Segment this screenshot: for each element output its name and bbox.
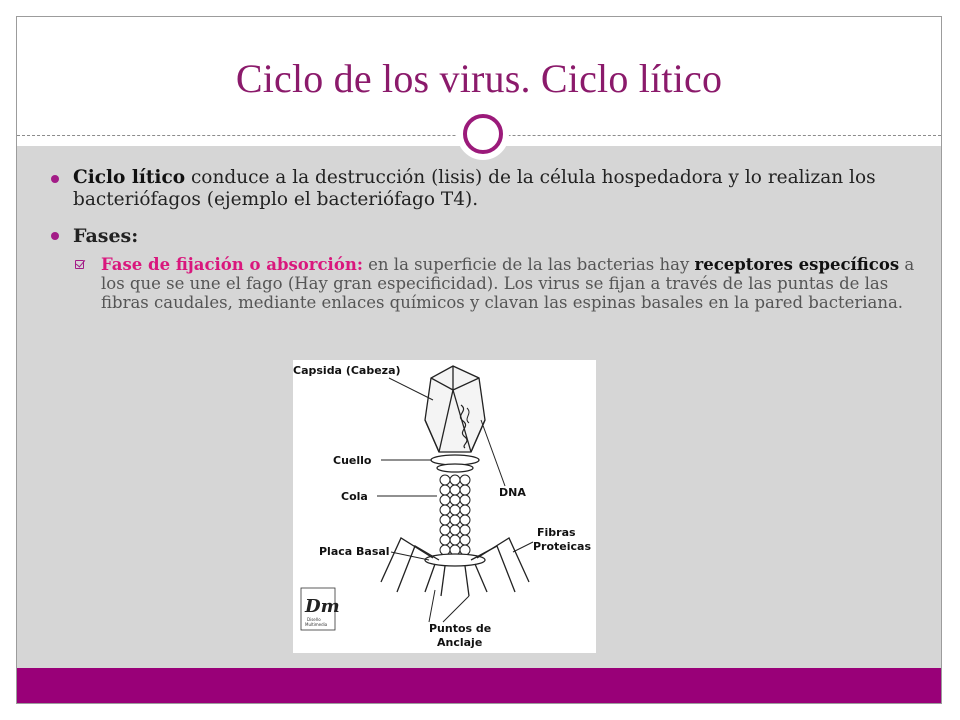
bullet-text: conduce a la destrucción (lisis) de la célula hospedadora y lo realizan los bacteriófagos (ejemplo el bacteriófago T4). bbox=[73, 167, 876, 210]
slide bbox=[16, 16, 942, 704]
sub-bullet-highlight: receptores específicos bbox=[694, 255, 900, 274]
bacteriophage-diagram bbox=[293, 360, 596, 653]
label-placa-basal: Placa Basal bbox=[319, 545, 390, 558]
ring-ornament-icon bbox=[463, 114, 503, 154]
bullet-dot-icon bbox=[51, 175, 59, 183]
bullet-bold-term: Ciclo lítico bbox=[73, 167, 186, 188]
footer-bar bbox=[17, 668, 941, 704]
sub-bullet-fijacion bbox=[73, 255, 917, 312]
sub-bullet-text-b: a los que se une el fago (Hay gran especificidad). Los virus se fijan a través de las puntas de las fibras caudales, mediante enlaces químicos y clavan las espinas basales en la pared bacteriana. bbox=[101, 255, 915, 312]
sub-bullet-text-a: en la superficie de la las bacterias hay bbox=[362, 255, 695, 274]
fases-label: Fases: bbox=[73, 225, 139, 247]
logo-sub-2: Multimedia bbox=[305, 622, 328, 627]
label-dna: DNA bbox=[499, 486, 526, 499]
bullet-ciclo-litico bbox=[47, 167, 917, 211]
label-puntos-1: Puntos de bbox=[429, 622, 492, 635]
bullet-list bbox=[47, 167, 917, 312]
checkbox-bullet-icon bbox=[75, 260, 84, 269]
sub-bullet-heading: Fase de fijación o absorción: bbox=[101, 255, 363, 274]
bacteriophage-illustration bbox=[293, 360, 596, 653]
label-cuello: Cuello bbox=[333, 454, 372, 467]
label-fibras-2: Proteicas bbox=[533, 540, 592, 553]
bullet-dot-icon bbox=[51, 232, 59, 240]
logo-letters: Dm bbox=[305, 596, 340, 617]
label-fibras-1: Fibras bbox=[537, 526, 576, 539]
bullet-fases bbox=[47, 225, 917, 247]
dm-logo-icon bbox=[301, 588, 340, 630]
logo-sub-1: Diseño bbox=[307, 617, 321, 622]
slide-title: Ciclo de los virus. Ciclo lítico bbox=[235, 56, 723, 101]
label-capsida: Capsida (Cabeza) bbox=[293, 364, 401, 377]
label-puntos-2: Anclaje bbox=[437, 636, 483, 649]
label-cola: Cola bbox=[341, 490, 368, 503]
